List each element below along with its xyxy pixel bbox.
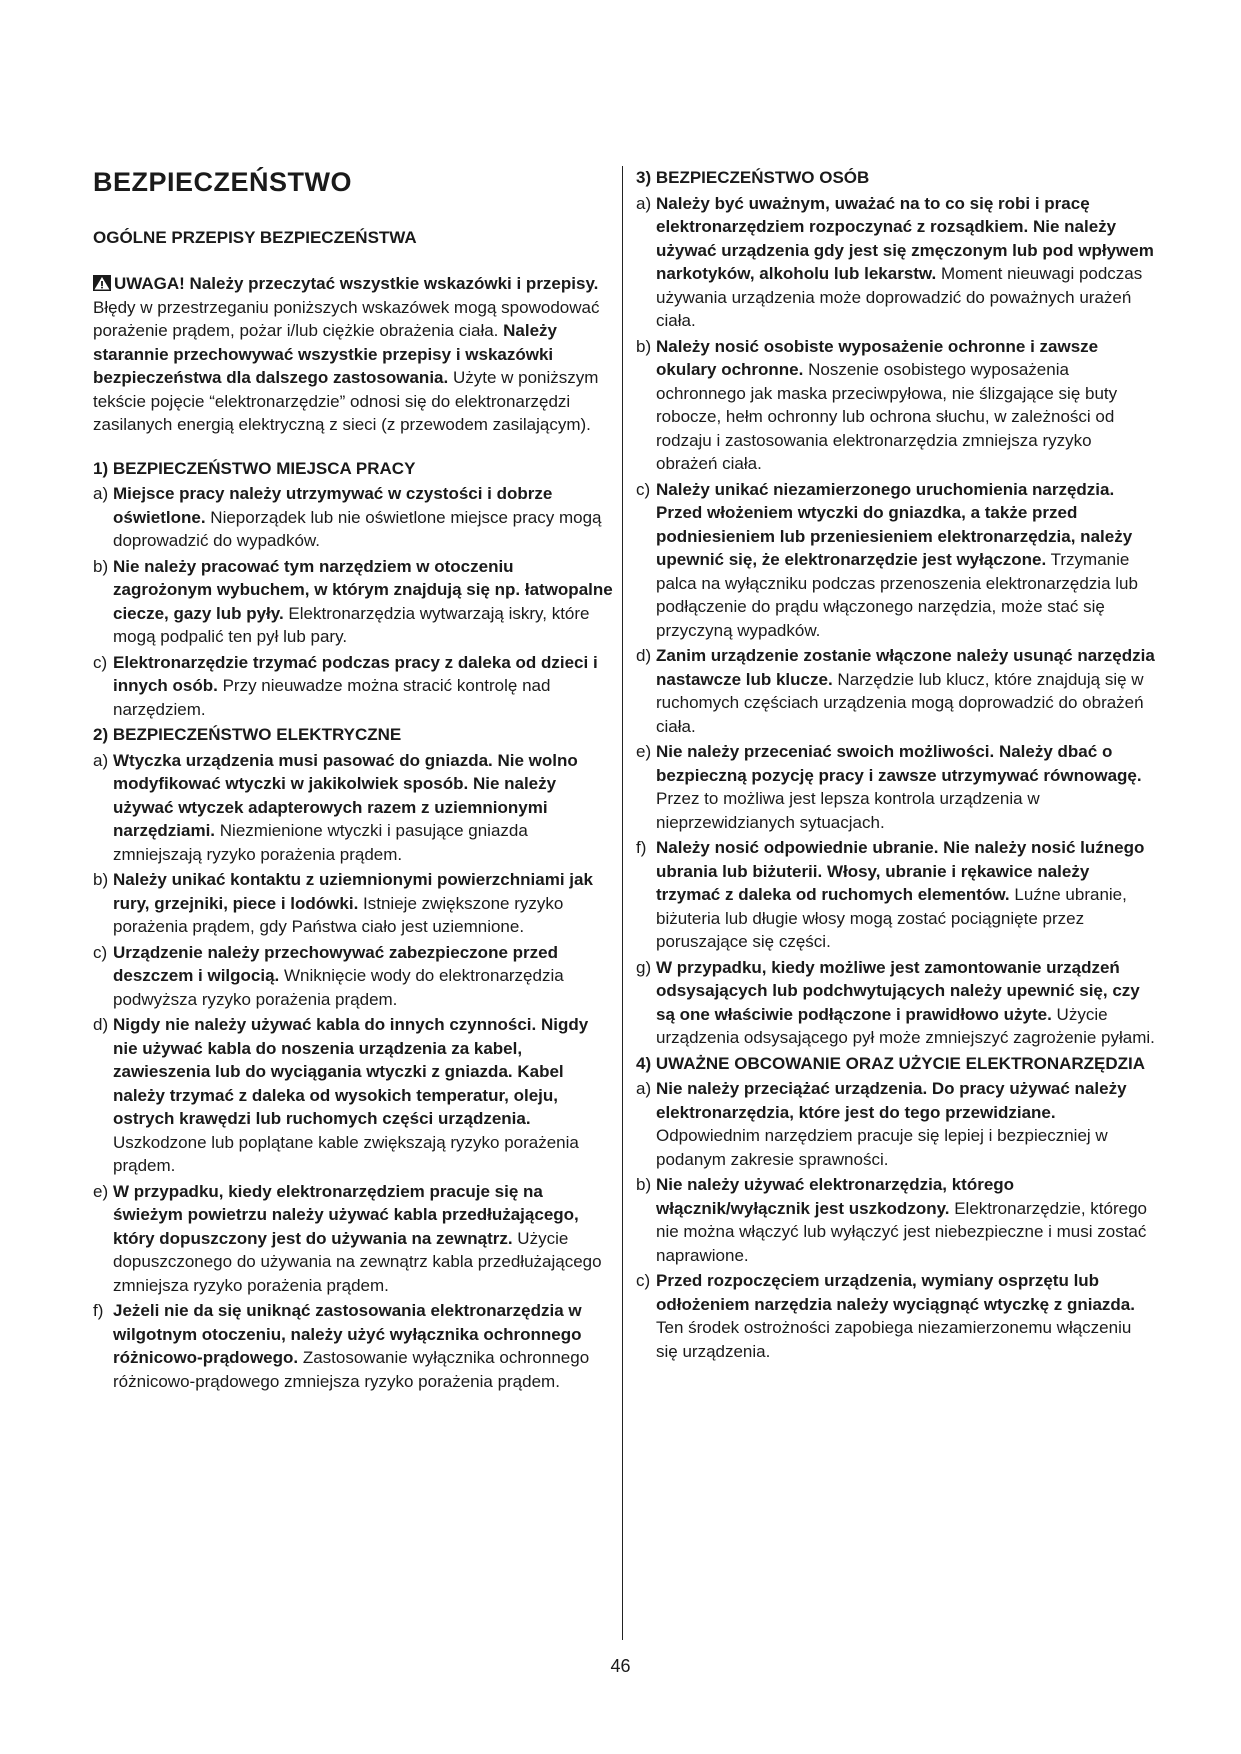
list-item bbox=[636, 1077, 1156, 1171]
item-text: Użycie urządzenia odsysającego pył może zmniejszyć zagrożenie pyłami. bbox=[656, 1004, 1155, 1047]
item-marker: c) bbox=[93, 942, 108, 962]
item-bold: Nie należy pracować tym narzędziem w otoczeniu zagrożonym wybuchem, w którym znajdują się np. łatwopalne ciecze, gazy lub pyły. bbox=[113, 556, 613, 623]
section-heading: 2) BEZPIECZEŃSTWO ELEKTRYCZNE bbox=[93, 725, 402, 744]
item-marker: b) bbox=[636, 1175, 652, 1194]
section-heading-wrap bbox=[636, 1052, 1156, 1076]
item-bold: Należy nosić osobiste wyposażenie ochronne i zawsze okulary ochronne. bbox=[656, 336, 1099, 379]
item-bold: Elektronarzędzie trzymać podczas pracy z daleka od dzieci i innych osób. bbox=[113, 652, 598, 695]
list-item bbox=[93, 1299, 613, 1393]
section-heading: 3) BEZPIECZEŃSTWO OSÓB bbox=[636, 168, 870, 187]
storage-bold-text: Należy starannie przechowywać wszystkie przepisy i wskazówki bezpieczeństwa dla dalszego zastosowania. bbox=[93, 321, 557, 387]
item-bold: Urządzenie należy przechowywać zabezpieczone przed deszczem i wilgocią. bbox=[113, 942, 558, 985]
item-text: Przy nieuwadze można stracić kontrolę nad narzędziem. bbox=[113, 676, 551, 719]
list-item bbox=[636, 1173, 1156, 1267]
column-divider bbox=[622, 166, 623, 1640]
item-marker: e) bbox=[93, 1181, 109, 1201]
item-marker: c) bbox=[93, 652, 108, 672]
item-text: Trzymanie palca na wyłączniku podczas przenoszenia elektronarzędzia lub podłączenie do prądu włączonego narzędzia, może stać się przyczyną wypadków. bbox=[656, 550, 1138, 640]
warning-intro bbox=[93, 272, 613, 437]
item-marker: g) bbox=[636, 957, 652, 977]
item-bold: Miejsce pracy należy utrzymywać w czystości i dobrze oświetlone. bbox=[113, 484, 553, 527]
warning-triangle-icon bbox=[93, 275, 111, 291]
item-bold: W przypadku, kiedy elektronarzędziem pracuje się na świeżym powietrzu należy używać kabla przedłużającego, który dopuszczony jest do używania na zewnątrz. bbox=[113, 1181, 579, 1248]
list-item bbox=[93, 1013, 613, 1178]
item-marker: c) bbox=[636, 1271, 651, 1290]
item-bold: Należy unikać kontaktu z uziemnionymi powierzchniami jak rury, grzejniki, piece i lodówki. bbox=[113, 870, 593, 913]
item-text: Odpowiednim narzędziem pracuje się lepiej i bezpieczniej w podanym zakresie sprawności. bbox=[656, 1126, 1108, 1169]
item-marker: b) bbox=[636, 336, 652, 356]
item-bold: Nie należy używać elektronarzędzia, którego włącznik/wyłącznik jest uszkodzony. bbox=[656, 1175, 1015, 1218]
section-heading: 1) BEZPIECZEŃSTWO MIEJSCA PRACY bbox=[93, 458, 416, 478]
list-item bbox=[636, 836, 1156, 954]
item-marker: f) bbox=[636, 838, 647, 857]
left-column bbox=[93, 166, 613, 1395]
list-item bbox=[93, 482, 613, 553]
warning-text: Błędy w przestrzeganiu poniższych wskazówek mogą spowodować porażenie prądem, pożar i/lub ciężkie obrażenia ciała. bbox=[93, 297, 600, 340]
item-marker: a) bbox=[636, 193, 652, 213]
list-item bbox=[93, 1180, 613, 1298]
item-text: Użycie dopuszczonego do używania na zewnątrz kabla przedłużającego zmniejsza ryzyko porażenia prądem. bbox=[113, 1228, 602, 1295]
item-marker: d) bbox=[93, 1015, 109, 1034]
item-text: Elektronarzędzia wytwarzają iskry, które mogą podpalić ten pył lub pary. bbox=[113, 603, 590, 646]
item-bold: Przed rozpoczęciem urządzenia, wymiany osprzętu lub odłożeniem narzędzia należy wyciągnąć wtyczkę z gniazda. bbox=[656, 1271, 1135, 1314]
list-item bbox=[93, 651, 613, 722]
item-marker: a) bbox=[93, 484, 109, 503]
item-bold: Nigdy nie należy używać kabla do innych czynności. Nigdy nie używać kabla do noszenia urządzenia za kabel, zawieszenia lub do wyciągania wtyczki z gniazda. Kabel należy trzymać z daleka od wysokich temperatur, oleju, ostrych krawędzi lub ruchomych części urządzenia. bbox=[113, 1015, 589, 1128]
list-item bbox=[636, 478, 1156, 643]
section-heading: 4) UWAŻNE OBCOWANIE ORAZ UŻYCIE ELEKTRONARZĘDZIA bbox=[636, 1053, 1146, 1073]
page-number: 46 bbox=[610, 1656, 631, 1676]
item-marker: b) bbox=[93, 870, 109, 889]
item-bold: Wtyczka urządzenia musi pasować do gniazda. Nie wolno modyfikować wtyczki w jakikolwiek sposób. Nie należy używać wtyczek adapterowych razem z uziemnionymi narzędziami. bbox=[113, 750, 578, 840]
item-marker: b) bbox=[93, 556, 109, 576]
list-item bbox=[93, 555, 613, 649]
item-bold: Należy nosić odpowiednie ubranie. Nie należy nosić luźnego ubrania lub biżuterii. Włosy, ubranie i rękawice należy trzymać z daleka od ruchomych elementów. bbox=[656, 838, 1145, 904]
item-marker: f) bbox=[93, 1301, 104, 1320]
page-title: BEZPIECZEŃSTWO bbox=[93, 167, 353, 197]
item-marker: a) bbox=[93, 750, 109, 770]
item-marker: d) bbox=[636, 646, 652, 665]
item-text: Istnieje zwiększone ryzyko porażenia prądem, gdy Państwa ciało jest uziemnione. bbox=[113, 893, 564, 936]
item-text: Zastosowanie wyłącznika ochronnego różnicowo-prądowego zmniejsza ryzyko porażenia prądem. bbox=[113, 1348, 590, 1391]
item-marker: e) bbox=[636, 742, 652, 761]
item-bold: Nie należy przeceniać swoich możliwości. Należy dbać o bezpieczną pozycję pracy i zawsze utrzymywać równowagę. bbox=[656, 742, 1142, 785]
list-item bbox=[93, 941, 613, 1012]
section-personal-safety bbox=[636, 166, 1156, 1050]
list-item bbox=[636, 644, 1156, 738]
item-text: Uszkodzone lub poplątane kable zwiększają ryzyko porażenia prądem. bbox=[113, 1132, 579, 1175]
list-item bbox=[93, 749, 613, 867]
item-text: Wniknięcie wody do elektronarzędzia podwyższa ryzyko porażenia prądem. bbox=[113, 966, 564, 1009]
list-item bbox=[636, 956, 1156, 1050]
right-column bbox=[636, 166, 1156, 1365]
item-text: Nieporządek lub nie oświetlone miejsce pracy mogą doprowadzić do wypadków. bbox=[113, 507, 602, 550]
item-text: Moment nieuwagi podczas używania urządzenia może doprowadzić do poważnych urażeń ciała. bbox=[656, 264, 1143, 330]
item-bold: Jeżeli nie da się uniknąć zastosowania elektronarzędzia w wilgotnym otoczeniu, należy użyć wyłącznika ochronnego różnicowo-prądowego. bbox=[113, 1301, 582, 1367]
section-electrical bbox=[93, 723, 613, 1393]
item-bold: Należy unikać niezamierzonego uruchomienia narzędzia. Przed włożeniem wtyczki do gniazdka, a także przed podniesieniem lub przeniesieniem elektronarzędzia, należy upewnić się, że elektronarzędzie jest wyłączone. bbox=[656, 479, 1133, 569]
item-bold: Zanim urządzenie zostanie włączone należy usunąć narzędzia nastawcze lub klucze. bbox=[656, 646, 1155, 689]
item-text: Elektronarzędzie, którego nie można włączyć lub wyłączyć jest niebezpieczne i musi zostać naprawione. bbox=[656, 1198, 1147, 1265]
item-text: Ten środek ostrożności zapobiega niezamierzonemu włączeniu się urządzenia. bbox=[656, 1318, 1132, 1361]
item-text: Luźne ubranie, biżuteria lub długie włosy mogą zostać pociągnięte przez poruszające się części. bbox=[656, 885, 1127, 951]
list-item bbox=[636, 335, 1156, 476]
item-marker: a) bbox=[636, 1079, 652, 1098]
item-text: Niezmienione wtyczki i pasujące gniazda zmniejszają ryzyko porażenia prądem. bbox=[113, 821, 528, 864]
item-text: Noszenie osobistego wyposażenia ochronnego jak maska przeciwpyłowa, nie ślizgające się buty robocze, hełm ochronny lub ochrona słuchu, w zależności od rodzaju i zastosowania elektronarzędzia zmniejsza ryzyko obrażeń ciała. bbox=[656, 360, 1118, 473]
item-text: Przez to możliwa jest lepsza kontrola urządzenia w nieprzewidzianych sytuacjach. bbox=[656, 789, 1040, 832]
item-bold: Należy być uważnym, uważać na to co się robi i pracę elektronarzędziem rozpoczynać z rozsądkiem. Nie należy używać urządzenia gdy jest się zmęczonym lub pod wpływem narkotyków, alkoholu lub lekarstw. bbox=[656, 193, 1154, 283]
item-marker: c) bbox=[636, 479, 651, 499]
section-work-area bbox=[93, 457, 613, 722]
definition-text: Użyte w poniższym tekście pojęcie “elektronarzędzie” odnosi się do elektronarzędzi zasilanych energią elektryczną z sieci (z przewodem zasilającym). bbox=[93, 368, 599, 434]
item-bold: Nie należy przeciążać urządzenia. Do pracy używać należy elektronarzędzia, które jest do tego przewidziane. bbox=[656, 1079, 1127, 1122]
warning-bold-text: UWAGA! Należy przeczytać wszystkie wskazówki i przepisy. bbox=[114, 274, 599, 293]
section-tool-use bbox=[636, 1052, 1156, 1364]
list-item bbox=[636, 740, 1156, 834]
list-item bbox=[93, 868, 613, 939]
item-bold: W przypadku, kiedy możliwe jest zamontowanie urządzeń odsysających lub podchwytujących należy upewnić się, czy są one właściwie podłączone i prawidłowo użyte. bbox=[656, 957, 1140, 1024]
list-item bbox=[636, 1269, 1156, 1363]
general-rules-heading: OGÓLNE PRZEPISY BEZPIECZEŃSTWA bbox=[93, 228, 417, 247]
list-item bbox=[636, 192, 1156, 333]
item-text: Narzędzie lub klucz, które znajdują się w ruchomych częściach urządzenia mogą doprowadzić do obrażeń ciała. bbox=[656, 669, 1144, 736]
